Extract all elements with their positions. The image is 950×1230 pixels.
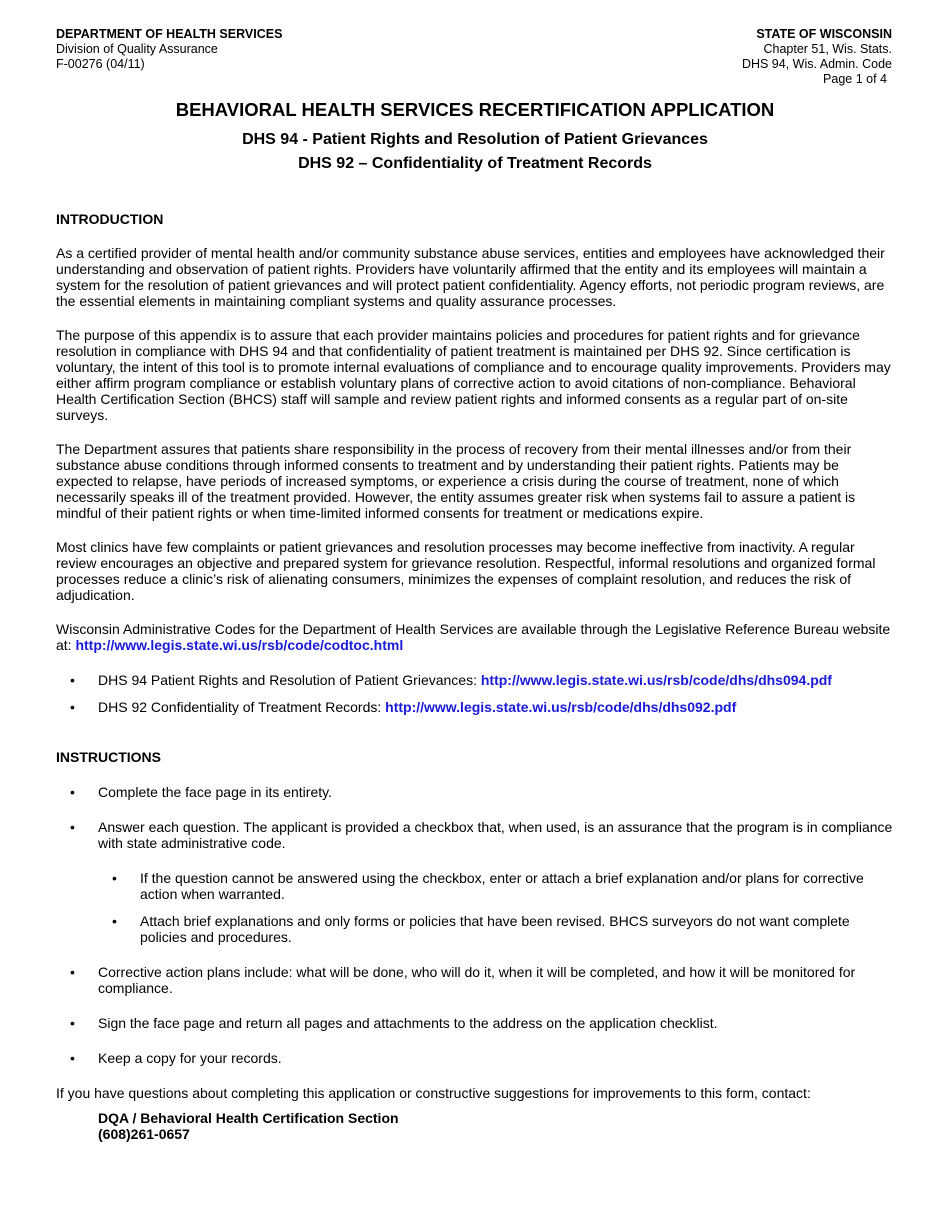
chapter-ref: Chapter 51, Wis. Stats. — [763, 42, 892, 56]
contact-intro: If you have questions about completing this application or constructive suggestions for improvements to this form, contact: — [56, 1085, 811, 1101]
document-title: BEHAVIORAL HEALTH SERVICES RECERTIFICATION APPLICATION — [175, 99, 775, 120]
state-name: STATE OF WISCONSIN — [756, 27, 892, 41]
document-subtitle-dhs92: DHS 92 – Confidentiality of Treatment Records — [298, 155, 652, 172]
codes-paragraph — [56, 621, 896, 653]
intro-paragraph-4: Most clinics have few complaints or patient grievances and resolution processes may become ineffective from inactivity. A regular review encourages an objective and prepared system for grievance resolution. Respectful, informal resolutions and organized formal processes reduce a clinic’s risk of alienating consumers, minimizes the expenses of complaint resolution, and reduces the risk of adjudication. — [56, 539, 876, 603]
codes-text: Wisconsin Administrative Codes for the Department of Health Services are available through the Legislative Reference Bureau website at: — [56, 621, 891, 653]
intro-paragraph-2: The purpose of this appendix is to assure that each provider maintains policies and procedures for patient rights and for grievance resolution in compliance with DHS 94 and that confidentiality of patient treatment is maintained per DHS 92. Since certification is voluntary, the intent of this tool is to promote internal evaluations of compliance and to encourage quality improvements. Providers may either affirm program compliance or establish voluntary plans of corrective action to avoid citations of non-compliance. Behavioral Health Certification Section (BHCS) staff will sample and review patient rights and informed consents as a regular part of on-site surveys. — [56, 327, 891, 423]
intro-paragraph-1: As a certified provider of mental health and/or community substance abuse services, entities and employees have acknowledged their understanding and observation of patient rights. Providers have voluntarily affirmed that the entity and its employees will maintain a system for the resolution of patient grievances and will protect patient confidentiality. Agency efforts, not periodic program reviews, are the essential elements in maintaining compliant systems and quality assurance processes. — [56, 245, 885, 309]
codes-toc-link[interactable]: http://www.legis.state.wi.us/rsb/code/codtoc.html — [75, 637, 404, 653]
dhs92-label: DHS 92 Confidentiality of Treatment Records: — [98, 699, 386, 715]
instruction-sublist — [98, 870, 896, 945]
dhs94-link[interactable]: http://www.legis.state.wi.us/rsb/code/dhs/dhs094.pdf — [480, 672, 832, 688]
instructions-list — [56, 784, 896, 1066]
instruction-text: • Answer each question. The applicant is provided a checkbox that, when used, is an assurance that the program is in compliance with state administrative code. — [98, 819, 893, 851]
code-links-list — [56, 672, 896, 715]
intro-paragraph-3: The Department assures that patients share responsibility in the process of recovery from their mental illnesses and/or from their substance abuse conditions through informed consents to treatment and by understanding their patient rights. Patients may be expected to relapse, have periods of increased symptoms, or experience a crisis during the course of treatment, none of which necessarily speaks ill of the treatment provided. However, the entity assumes greater risk when systems fail to assure a patient is mindful of their patient rights or when time-limited informed consents for treatment or medications expire. — [56, 441, 856, 521]
document-body — [56, 211, 896, 1142]
document-subtitle-dhs94: DHS 94 - Patient Rights and Resolution of Patient Grievances — [242, 131, 708, 148]
instruction-item: • Sign the face page and return all pages and attachments to the address on the application checklist. — [56, 1015, 896, 1031]
instruction-item: • Keep a copy for your records. — [56, 1050, 896, 1066]
instruction-item: • Complete the face page in its entirety. — [56, 784, 896, 800]
division-name: Division of Quality Assurance — [56, 42, 218, 56]
header-left — [56, 27, 282, 72]
dhs92-link[interactable]: http://www.legis.state.wi.us/rsb/code/dhs/dhs092.pdf — [385, 699, 737, 715]
page-number: Page 1 of 4 — [823, 72, 887, 86]
header-right — [742, 27, 892, 87]
instruction-subitem: • Attach brief explanations and only forms or policies that have been revised. BHCS surveyors do not want complete policies and procedures. — [98, 913, 896, 945]
introduction-heading: INTRODUCTION — [56, 211, 164, 227]
form-id: F-00276 (04/11) — [56, 57, 145, 71]
department-name: DEPARTMENT OF HEALTH SERVICES — [56, 27, 283, 41]
dhs94-label: DHS 94 Patient Rights and Resolution of Patient Grievances: — [98, 672, 481, 688]
list-item — [56, 672, 896, 688]
instruction-item — [56, 819, 896, 945]
contact-phone: (608)261-0657 — [98, 1126, 190, 1142]
instruction-item: • Corrective action plans include: what will be done, who will do it, when it will be completed, and how it will be monitored for compliance. — [56, 964, 896, 996]
instruction-subitem: • If the question cannot be answered using the checkbox, enter or attach a brief explanation and/or plans for corrective action when warranted. — [98, 870, 896, 902]
contact-name: DQA / Behavioral Health Certification Section — [98, 1110, 399, 1126]
admin-code-ref: DHS 94, Wis. Admin. Code — [741, 57, 892, 71]
list-item — [56, 699, 896, 715]
instructions-heading: INSTRUCTIONS — [56, 749, 161, 765]
